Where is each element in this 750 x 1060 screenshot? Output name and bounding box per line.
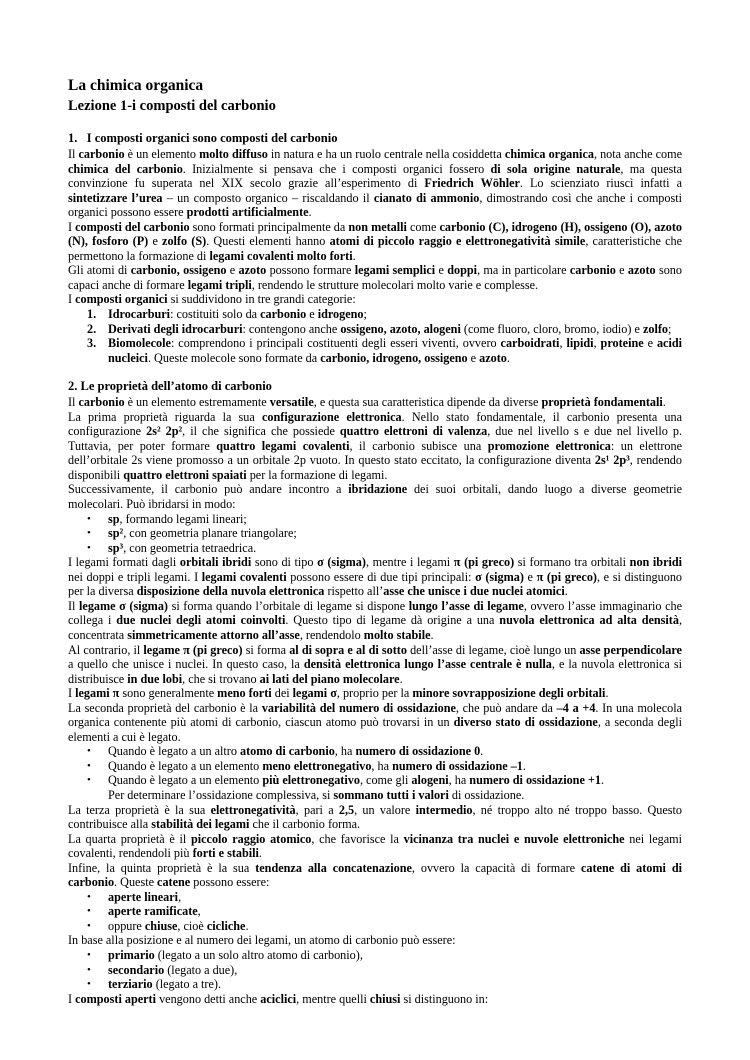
paragraph xyxy=(68,686,682,701)
list-item xyxy=(68,919,682,934)
text: I xyxy=(68,991,76,1006)
text: La quarta proprietà è il xyxy=(68,831,191,846)
text: , cioè xyxy=(177,918,207,933)
list-item xyxy=(68,512,682,527)
text: , rendendo le strutture molecolari molto varie e complesse. xyxy=(251,277,539,292)
text: è un elemento xyxy=(124,147,200,161)
list-item xyxy=(68,336,682,365)
text: rispetto all’ xyxy=(324,584,384,599)
bold-text: legami covalenti molto forti xyxy=(209,248,353,263)
text: (legato a un solo altro atomo di carbonio), xyxy=(154,947,363,962)
paragraph xyxy=(68,147,682,220)
bullet-icon: • xyxy=(87,963,91,976)
paragraph xyxy=(68,803,682,832)
text: , proprio per la xyxy=(336,686,413,701)
text: I xyxy=(68,219,76,234)
text: come xyxy=(406,219,440,234)
bold-text: disposizione della nuvola elettronica xyxy=(136,584,325,599)
bold-text: azoto xyxy=(627,263,656,278)
text: nei doppi e tripli legami. I xyxy=(68,569,202,584)
paragraph xyxy=(68,861,682,890)
bold-text: chiuse xyxy=(144,918,178,933)
paragraph xyxy=(68,643,682,687)
bold-text: carbonio xyxy=(260,307,307,322)
text: , ovvero la capacità di formare xyxy=(411,860,581,875)
bold-text: sp³ xyxy=(108,540,124,555)
paragraph xyxy=(68,220,682,264)
bold-text: catene xyxy=(157,875,191,890)
text: , ma in particolare xyxy=(477,263,570,278)
bold-text: ossigeno, azoto, alogeni xyxy=(340,321,461,336)
text: , rendendolo xyxy=(299,627,364,642)
bold-text: asse perpendicolare xyxy=(579,642,682,657)
text: Successivamente, il carbonio può andare incontro a xyxy=(68,482,349,497)
paragraph xyxy=(68,992,682,1007)
bold-text: sommano tutti i valori xyxy=(333,787,449,802)
text: , ovvero l’asse immaginario che collega i xyxy=(68,598,682,628)
text: di ossidazione. xyxy=(448,787,525,802)
text: in natura e ha un ruolo centrale nella cosiddetta xyxy=(267,147,505,161)
bold-text: tendenza alla concatenazione xyxy=(255,860,412,875)
text: Al contrario, il xyxy=(68,642,144,657)
list-number: 3. xyxy=(87,336,97,351)
bold-text: quattro elettroni di valenza xyxy=(339,424,488,439)
text: Il xyxy=(68,598,80,613)
bold-text: prodotti artificialmente xyxy=(186,205,309,220)
bold-text: carbonio (C), idrogeno (H), ossigeno (O), azoto (N), fosforo (P) xyxy=(68,219,682,249)
bold-text: composti organici xyxy=(75,292,168,307)
text: Infine, la quinta proprietà è la sua xyxy=(68,860,256,875)
bold-text: chimica organica xyxy=(504,147,594,161)
list-item xyxy=(68,890,682,905)
text: . xyxy=(245,918,249,933)
bold-text: ibridazione xyxy=(348,482,408,497)
bold-text: idrogeno xyxy=(317,307,364,322)
paragraph xyxy=(68,933,682,948)
text: : un elettrone dell’orbitale 2s viene promosso a un orbitale 2p vuoto. In questo stato eccitato, la configurazione diventa xyxy=(68,438,683,468)
bold-text: –4 a +4 xyxy=(556,700,596,715)
text: – un composto organico – riscaldando il xyxy=(162,190,374,205)
bold-text: minore sovrapposizione degli orbitali xyxy=(412,686,606,701)
bold-text: carbonio, ossigeno xyxy=(130,263,227,278)
text: possono formare xyxy=(266,263,355,278)
text: si formano tra orbitali xyxy=(514,555,630,570)
text: : costituiti solo da xyxy=(170,307,261,322)
text: oppure xyxy=(108,918,145,933)
text: Quando è legato a un altro xyxy=(108,744,240,759)
bold-text: 2,5 xyxy=(338,802,355,817)
text: e xyxy=(226,263,239,278)
list-item xyxy=(68,526,682,541)
bold-text: aperte lineari xyxy=(108,889,179,904)
bold-text: non ibridi xyxy=(629,555,683,570)
bold-text: composti aperti xyxy=(75,991,157,1006)
text: , ma questa convinzione fu superata nel XIX secolo grazie all’esperimento di xyxy=(68,161,683,191)
bold-text: legami semplici xyxy=(354,263,436,278)
bold-text: numero di ossidazione –1 xyxy=(392,758,523,773)
text: si suddividono in tre grandi categorie: xyxy=(167,292,356,307)
bold-text: cianato di ammonio xyxy=(373,190,480,205)
bold-text: 2s¹ 2p³ xyxy=(594,453,630,468)
bold-text: forti e stabili xyxy=(192,846,259,861)
list-item xyxy=(68,759,682,774)
text: . xyxy=(430,627,434,642)
bold-text: piccolo raggio atomico xyxy=(190,831,312,846)
text: Quando è legato a un elemento xyxy=(108,773,263,788)
text: , a seconda degli elementi a cui è legato. xyxy=(68,715,683,744)
bold-text: legami π xyxy=(75,686,120,701)
text: ; xyxy=(667,321,672,336)
bold-text: terziario xyxy=(108,977,153,992)
bold-text: proteine xyxy=(600,336,644,351)
bold-text: carbonio xyxy=(78,147,125,161)
bold-text: sp xyxy=(108,511,120,526)
bold-text: versatile xyxy=(269,395,314,410)
list-item xyxy=(68,307,682,322)
text: possono essere di due tipi principali: xyxy=(286,569,476,584)
paragraph xyxy=(68,555,682,599)
text: e xyxy=(148,234,163,249)
text: La seconda proprietà del carbonio è la xyxy=(68,700,262,715)
text: , concentrata xyxy=(68,613,683,642)
bold-text: π (pi greco) xyxy=(453,555,515,570)
text: dei suoi orbitali, dando luogo a diverse geometrie molecolari. Può ibridarsi in modo: xyxy=(68,482,683,512)
text: e xyxy=(467,350,480,365)
text: e xyxy=(643,336,657,351)
paragraph xyxy=(68,263,682,292)
bold-text: atomi di piccolo raggio e elettronegatività simile xyxy=(329,234,586,249)
text: Gli atomi di xyxy=(68,263,131,278)
bold-text: in due lobi xyxy=(127,671,183,686)
bold-text: carbonio, idrogeno, ossigeno xyxy=(320,350,468,365)
text: . Questi elementi hanno xyxy=(206,234,330,249)
list-item xyxy=(68,744,682,759)
text: Quando è legato a un elemento xyxy=(108,758,263,773)
bullet-icon: • xyxy=(87,541,91,554)
text: , con geometria tetraedrica. xyxy=(123,540,257,555)
bold-text: acidi nucleici xyxy=(108,336,683,365)
text: che il carbonio forma. xyxy=(249,817,361,832)
bold-text: sp² xyxy=(108,526,124,541)
text: e xyxy=(523,569,537,584)
text: . Queste molecole sono formate da xyxy=(147,350,321,365)
text: , xyxy=(197,904,201,919)
text: (come fluoro, cloro, bromo, iodio) e xyxy=(460,321,643,336)
text: , pari a xyxy=(295,802,339,817)
text: e xyxy=(615,263,628,278)
list-item xyxy=(68,963,682,978)
bold-text: meno elettronegativo xyxy=(262,758,372,773)
bold-text: chimica del carbonio xyxy=(68,161,183,176)
text: , due nel livello s e due nel livello p. Tuttavia, per poter formare xyxy=(68,424,682,453)
text: , mentre quelli xyxy=(296,991,370,1006)
bullet-icon: • xyxy=(87,745,91,758)
paragraph xyxy=(68,599,682,643)
bold-text: molto diffuso xyxy=(199,147,268,161)
bold-text: variabilità del numero di ossidazione xyxy=(261,700,456,715)
bold-text: di sola origine naturale xyxy=(490,161,621,176)
text: , dimostrando così che anche i composti organici possono essere xyxy=(68,190,683,220)
bold-text: orbitali ibridi xyxy=(179,555,252,570)
bold-text: due nuclei degli atomi coinvolti xyxy=(116,613,286,628)
text: La prima proprietà riguarda la sua xyxy=(68,409,262,424)
text: dei xyxy=(271,686,293,701)
bold-text: simmetricamente attorno all’asse xyxy=(127,627,300,642)
text: . Queste xyxy=(114,875,158,890)
bullet-icon: • xyxy=(87,759,91,772)
text: (legato a tre). xyxy=(152,977,222,992)
bullet-icon: • xyxy=(87,527,91,540)
bold-text: legame σ (sigma) xyxy=(79,598,168,613)
text: , xyxy=(178,889,182,904)
paragraph xyxy=(68,832,682,861)
bold-text: densità elettronica lungo l’asse centrale è nulla xyxy=(303,657,552,672)
bold-text: quattro elettroni spaiati xyxy=(123,467,247,482)
bold-text: azoto xyxy=(238,263,267,278)
text: . Lo scienziato riuscì infatti a xyxy=(519,176,682,191)
bold-text: più elettronegativo xyxy=(262,773,360,788)
text: . xyxy=(506,350,510,365)
text: . xyxy=(308,205,312,220)
list-item xyxy=(68,948,682,963)
text: , e si distinguono per la diversa xyxy=(68,569,683,599)
bullet-icon: • xyxy=(87,978,91,991)
text: . In una molecola organica contenente più atomi di carbonio, ciascun atomo può trovarsi in un xyxy=(68,700,683,730)
text: I xyxy=(68,292,76,307)
bold-text: numero di ossidazione +1 xyxy=(469,773,601,788)
bold-text: primario xyxy=(108,947,155,962)
text: , il carbonio subisce una xyxy=(349,438,488,453)
text: In base alla posizione e al numero dei legami, un atomo di carbonio può essere: xyxy=(68,933,456,948)
bold-text: quattro legami covalenti xyxy=(216,438,350,453)
text: , né troppo alto né troppo basso. Questo contribuisce alla xyxy=(68,802,683,832)
bold-text: configurazione elettronica xyxy=(262,409,402,424)
bold-text: al di sopra e al di sotto xyxy=(289,642,407,657)
list-item xyxy=(68,541,682,556)
bold-text: intermedio xyxy=(415,802,473,817)
text: si forma xyxy=(242,642,290,657)
text: , che si trovano xyxy=(182,671,260,686)
document-subtitle: Lezione 1-i composti del carbonio xyxy=(68,98,276,114)
bold-text: numero di ossidazione 0 xyxy=(355,744,481,759)
bold-text: ai lati del piano molecolare xyxy=(259,671,400,686)
text: La terza proprietà è la sua xyxy=(68,802,211,817)
bold-text: nuvola elettronica ad alta densità xyxy=(499,613,679,628)
text: . Nello stato fondamentale, il carbonio presenta una configurazione xyxy=(68,409,683,439)
bullet-icon: • xyxy=(87,512,91,525)
text: , caratteristiche che permettono la formazione di xyxy=(68,234,682,263)
document-title: La chimica organica xyxy=(68,77,204,94)
bold-text: secondario xyxy=(108,962,165,977)
list-number: 1. xyxy=(87,307,97,322)
list-item xyxy=(68,322,682,337)
bold-text: zolfo xyxy=(642,321,668,336)
text: Il xyxy=(68,395,79,410)
bold-text: σ (sigma) xyxy=(317,555,366,570)
bold-text: catene di atomi di carbonio xyxy=(68,860,682,890)
text: , e questa sua caratteristica dipende da diverse xyxy=(313,395,542,410)
text: : comprendono i principali costituenti degli esseri viventi, ovvero xyxy=(170,336,501,351)
text: . xyxy=(480,744,484,759)
bold-text: legame π (pi greco) xyxy=(143,642,243,657)
text: (legato a due), xyxy=(164,962,238,977)
text: dell’asse di legame, cioè lungo un xyxy=(406,642,580,657)
text: si distinguono in: xyxy=(400,991,489,1006)
text: Il xyxy=(68,147,79,161)
text: , il che significa che possiede xyxy=(182,424,340,439)
text: , rendendo disponibili xyxy=(68,453,682,482)
text: si forma quando l’orbitale di legame si dispone xyxy=(167,598,409,613)
bold-text: Friedrich Wöhler xyxy=(424,176,520,191)
list-item xyxy=(68,977,682,992)
bold-text: doppi xyxy=(447,263,478,278)
text: . xyxy=(258,846,262,861)
text: . xyxy=(600,773,605,788)
text: I legami formati dagli xyxy=(68,555,180,570)
bold-text: legami tripli xyxy=(187,277,252,292)
text: , e la nuvola elettronica si distribuisce xyxy=(68,657,682,686)
text: nei legami covalenti, rendendoli più xyxy=(68,831,683,861)
bold-text: cicliche xyxy=(206,918,246,933)
bold-text: atomo di carbonio xyxy=(240,744,335,759)
bold-text: chiusi xyxy=(369,991,401,1006)
bold-text: lipidi xyxy=(566,336,594,351)
text: , che favorisce la xyxy=(311,831,404,846)
bold-text: promozione elettronica xyxy=(487,438,611,453)
text: . Inizialmente si pensava che i composti organici fossero xyxy=(182,161,491,176)
text: , ha xyxy=(334,744,356,759)
list-item xyxy=(68,788,682,803)
bold-text: 2. Le proprietà dell’atomo di carbonio xyxy=(68,379,272,394)
text: Per determinare l’ossidazione complessiva, si xyxy=(108,787,334,802)
text: , mentre i legami xyxy=(365,555,454,570)
paragraph xyxy=(68,701,682,745)
paragraph xyxy=(68,482,682,511)
bold-text: alogeni xyxy=(411,773,449,788)
bold-text: Idrocarburi xyxy=(108,307,171,322)
text: , un valore xyxy=(354,802,416,817)
bold-text: 2s² 2p² xyxy=(146,424,183,439)
list-item xyxy=(68,773,682,788)
bold-text: vicinanza tra nuclei e nuvole elettroniche xyxy=(403,831,625,846)
text: sono generalmente xyxy=(119,686,218,701)
section-heading xyxy=(68,131,682,146)
bullet-icon: • xyxy=(87,919,91,932)
text: , xyxy=(593,336,601,351)
bold-text: Biomolecole xyxy=(108,336,171,351)
bullet-icon: • xyxy=(87,774,91,787)
bold-text: stabilità dei legami xyxy=(151,817,250,832)
bold-text: zolfo (S) xyxy=(162,234,207,249)
text: : contengono anche xyxy=(242,321,341,336)
text: . xyxy=(662,395,666,410)
text: a quello che unisce i nuclei. In questo caso, la xyxy=(68,657,304,672)
bold-text: carbonio xyxy=(569,263,616,278)
bold-text: aperte ramificate xyxy=(108,904,198,919)
text: ; xyxy=(363,307,367,322)
bold-text: legami covalenti xyxy=(201,569,287,584)
text: . xyxy=(564,584,568,599)
section-heading xyxy=(68,379,682,394)
text: sono formati principalmente da xyxy=(189,219,349,234)
bold-text: molto stabile xyxy=(363,627,431,642)
paragraph xyxy=(68,410,682,483)
text: è un elemento estremamente xyxy=(124,395,270,410)
text: , ha xyxy=(371,758,393,773)
bold-text: aciclici xyxy=(260,991,297,1006)
bold-text: carboidrati xyxy=(500,336,560,351)
bold-text: π (pi greco) xyxy=(536,569,597,584)
bold-text: lungo l’asse di legame xyxy=(408,598,524,613)
bold-text: non metalli xyxy=(348,219,407,234)
text: , ha xyxy=(448,773,470,788)
text: , che può andare da xyxy=(455,700,557,715)
bold-text: sintetizzare l’urea xyxy=(68,190,163,205)
bold-text: elettronegatività xyxy=(210,802,296,817)
text: possono essere: xyxy=(190,875,270,890)
text: . xyxy=(352,248,356,263)
bold-text: composti del carbonio xyxy=(75,219,190,234)
paragraph xyxy=(68,292,682,307)
bold-text: carbonio xyxy=(78,395,125,410)
text: , con geometria planare triangolare; xyxy=(123,526,297,541)
list-number: 2. xyxy=(87,321,97,336)
bold-text: meno forti xyxy=(217,686,272,701)
text: . xyxy=(399,671,403,686)
paragraph xyxy=(68,395,682,410)
bold-text: legami σ xyxy=(292,686,337,701)
text: I xyxy=(68,686,76,701)
text: vengono detti anche xyxy=(156,991,261,1006)
text: . Questo tipo di legame dà origine a una xyxy=(285,613,500,628)
bullet-icon: • xyxy=(87,948,91,961)
bold-text: proprietà fondamentali xyxy=(541,395,663,410)
bold-text: σ (sigma) xyxy=(475,569,524,584)
text: sono di tipo xyxy=(251,555,318,570)
bold-text: azoto xyxy=(479,350,507,365)
list-item xyxy=(68,904,682,919)
document-content xyxy=(68,131,682,1006)
text: , nota anche come xyxy=(593,147,682,161)
bullet-icon: • xyxy=(87,890,91,903)
bullet-icon: • xyxy=(87,905,91,918)
text: , come gli xyxy=(359,773,412,788)
text: e xyxy=(435,263,448,278)
bold-text: Derivati degli idrocarburi xyxy=(108,321,243,336)
text: . xyxy=(605,686,609,701)
text: e xyxy=(306,307,318,322)
bold-text: 1. I composti organici sono composti del carbonio xyxy=(68,131,338,145)
text: sono capaci anche di formare xyxy=(68,263,682,292)
text: . xyxy=(522,758,526,773)
text: , xyxy=(559,336,567,351)
bold-text: diverso stato di ossidazione xyxy=(453,715,598,730)
text: , formando legami lineari; xyxy=(119,511,247,526)
text: per la formazione di legami. xyxy=(246,467,388,482)
bold-text: asse che unisce i due nuclei atomici xyxy=(383,584,565,599)
